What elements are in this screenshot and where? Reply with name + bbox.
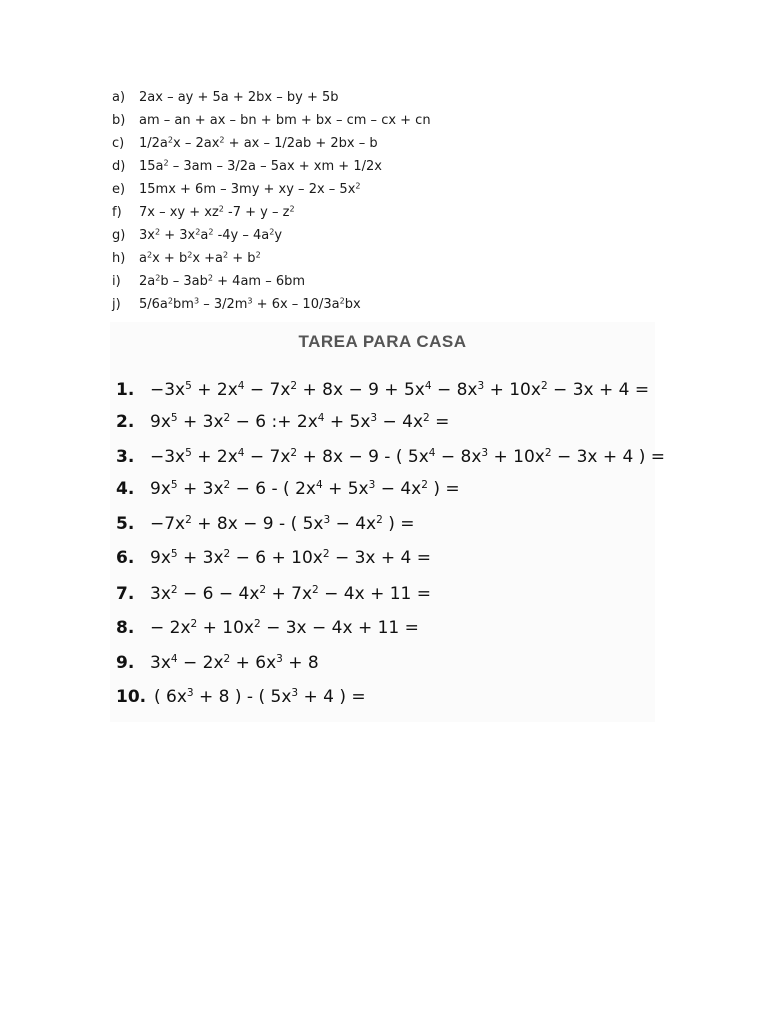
exercise-row [112, 155, 572, 178]
exercise-label: j) [112, 297, 121, 312]
exercise-expression: $a^2x + b^2x +a^2 + b^2$ [139, 250, 261, 266]
exercise-label: i) [112, 274, 121, 289]
exercise-label: d) [112, 159, 126, 174]
homework-item-number: 7. [116, 584, 135, 604]
homework-item [116, 479, 460, 499]
homework-item-number: 3. [116, 447, 135, 467]
homework-title: TAREA PARA CASA [298, 332, 467, 351]
homework-item-number: 2. [116, 412, 135, 432]
exercise-row [112, 132, 572, 155]
exercise-row [112, 247, 572, 270]
exercise-row [112, 270, 572, 293]
homework-item [116, 548, 431, 568]
homework-item [116, 412, 449, 432]
exercise-expression: $3x^2 + 3x^2a^2$ $-4y - 4a^2y$ [139, 227, 283, 243]
homework-item-number: 4. [116, 479, 135, 499]
exercise-expression: $5/6a^2bm^3 - 3/2m^3 + 6x - 10/3a^2bx$ [139, 296, 361, 312]
exercise-list-a [112, 86, 572, 316]
homework-section [110, 322, 666, 722]
homework-item-number: 6. [116, 548, 135, 568]
homework-item-number: 5. [116, 514, 135, 534]
homework-item-expression: − $2x^2 + 10x^2 - 3x - 4x + 11$ = [150, 618, 419, 638]
exercise-expression: $1/2a^2x - 2ax^2$ + ax – 1/2ab + 2bx – b [139, 135, 378, 151]
exercise-expression: 2ax – ay + 5a + 2bx – by + 5b [139, 90, 339, 105]
homework-item-expression: $3x^4 - 2x^2 + 6x^3 + 8$ [150, 653, 319, 673]
exercise-label: h) [112, 251, 126, 266]
homework-item-number: 1. [116, 380, 135, 400]
exercise-label: b) [112, 113, 126, 128]
homework-item-expression: $9x^5 + 3x^2 - 6$ - ( $2x^4 + 5x^3 - 4x^2$ ) = [150, 479, 460, 499]
exercise-row [112, 293, 572, 316]
homework-item-expression: $-7x^2 + 8x - 9$ - ( $5x^3 - 4x^2$ ) = [150, 514, 415, 534]
exercise-label: e) [112, 182, 126, 197]
homework-item-number: 9. [116, 653, 135, 673]
homework-item-number: 8. [116, 618, 135, 638]
homework-item-expression: ( $6x^3 + 8$ ) - ( $5x^3 + 4$ ) = [154, 687, 366, 707]
homework-item-expression: $9x^5 + 3x^2 - 6 + 10x^2 - 3x + 4$ = [150, 548, 432, 568]
exercise-label: g) [112, 228, 126, 243]
exercise-expression: 7x – xy + $xz^2$ $-7 + y - z^2$ [139, 204, 295, 220]
homework-item-expression: $-3x^5 + 2x^4 - 7x^2 + 8x - 9$ - ( $5x^4 - 8x^3 + 10x^2 - 3x + 4$ ) = [150, 447, 666, 467]
homework-item-expression: $-3x^5 + 2x^4 - 7x^2 + 8x - 9 + 5x^4 - 8x^3 + 10x^2 - 3x + 4$ = [150, 380, 650, 400]
homework-item [116, 584, 431, 604]
homework-item [116, 687, 366, 707]
homework-item [116, 653, 319, 673]
exercise-label: a) [112, 90, 126, 105]
homework-item-expression: $3x^2 - 6 - 4x^2 + 7x^2 - 4x + 11$ = [150, 584, 431, 604]
exercise-expression: $2a^2b - 3ab^2 + 4am - 6bm$ [139, 273, 306, 289]
homework-item [116, 447, 665, 467]
exercise-expression: 15mx + 6m – 3my + xy – $2x - 5x^2$ [139, 181, 361, 197]
exercise-row [112, 201, 572, 224]
homework-item [116, 380, 649, 400]
exercise-row [112, 224, 572, 247]
homework-item-expression: $9x^5 + 3x^2 - 6$ :+ $2x^4 + 5x^3 - 4x^2$ = [150, 412, 450, 432]
homework-item [116, 618, 419, 638]
homework-item-number: 10. [116, 687, 147, 707]
exercise-label: c) [112, 136, 125, 151]
exercise-row [112, 109, 572, 132]
exercise-row [112, 86, 572, 109]
exercise-label: f) [112, 205, 122, 220]
exercise-row [112, 178, 572, 201]
exercise-expression: $15a^2 - 3am - 3/2a - 5ax$ + xm + 1/2x [139, 158, 382, 174]
exercise-expression: am – an + ax – bn + bm + bx – cm – cx + cn [139, 113, 431, 128]
homework-item [116, 514, 415, 534]
